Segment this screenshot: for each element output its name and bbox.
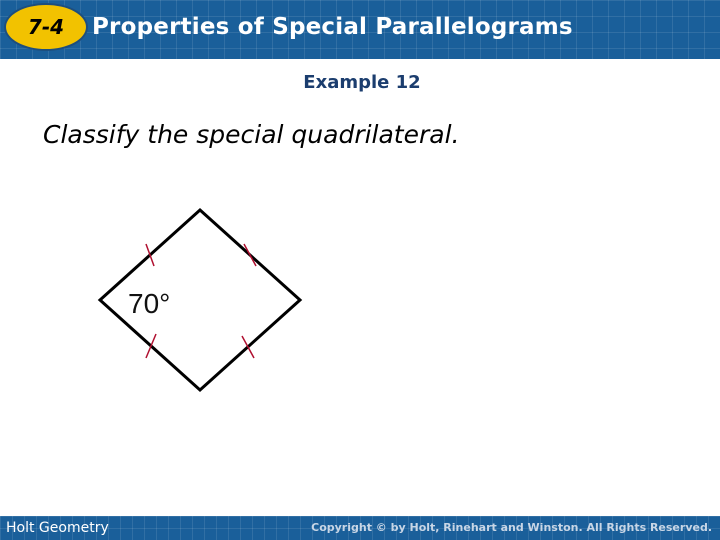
slide-title: Properties of Special Parallelograms: [92, 14, 573, 40]
quadrilateral-figure: [90, 200, 320, 400]
example-label: Example 12: [303, 72, 421, 93]
slide-footer: [0, 516, 720, 540]
congruence-tick-top-right: [244, 244, 256, 266]
slide-header: [0, 0, 720, 59]
problem-prompt: Classify the special quadrilateral.: [43, 120, 460, 149]
lesson-number-badge: 7-4: [4, 3, 88, 51]
footer-copyright: Copyright © by Holt, Rinehart and Winston. All Rights Reserved.: [311, 521, 712, 534]
congruence-tick-bottom-right: [242, 336, 254, 358]
footer-course: Holt Geometry: [6, 520, 109, 536]
angle-label: 70°: [128, 288, 171, 319]
congruence-tick-bottom-left: [146, 334, 156, 358]
example-heading: [0, 72, 720, 93]
congruence-tick-top-left: [146, 244, 154, 266]
